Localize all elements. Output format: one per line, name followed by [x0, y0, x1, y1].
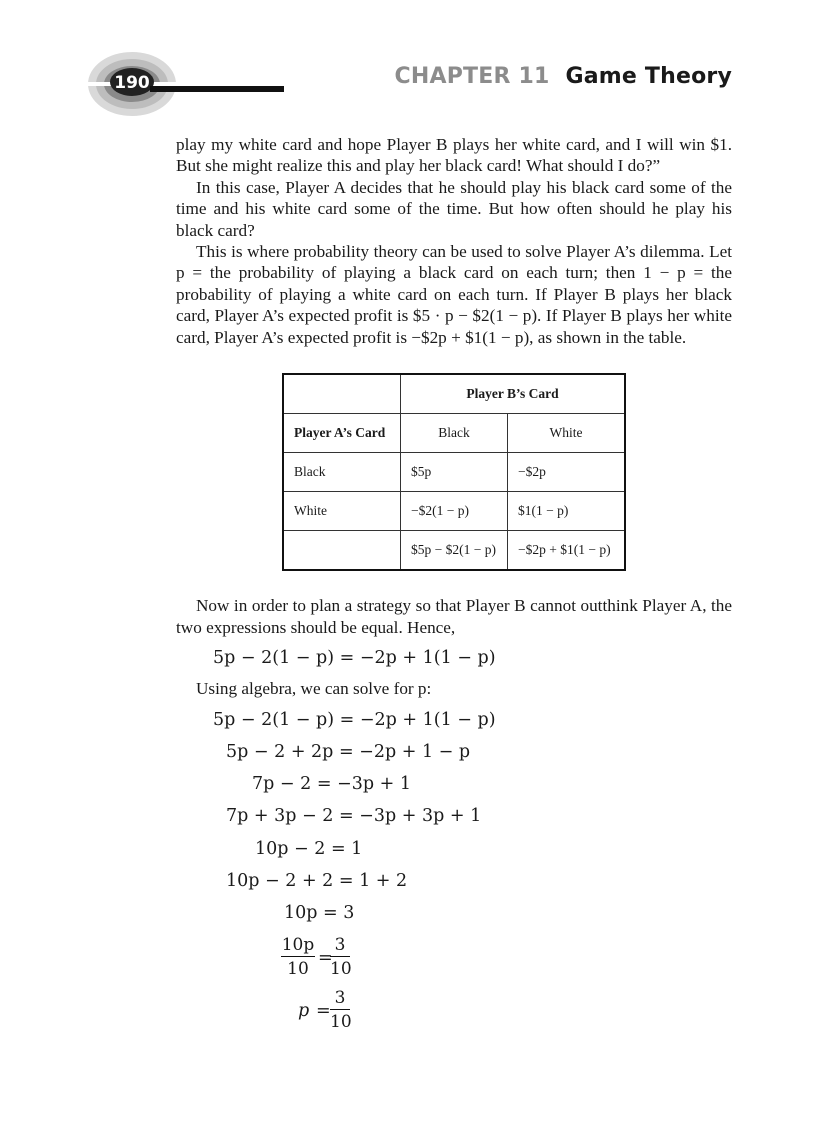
fraction-bar [281, 956, 315, 957]
equation-step-1: 5p − 2(1 − p) = −2p + 1(1 − p) [213, 710, 496, 730]
table-cell: −$2(1 − p) [401, 492, 508, 531]
table-cell: −$2p + $1(1 − p) [508, 531, 626, 571]
player-b-header: Player B’s Card [401, 374, 626, 414]
chapter-title: Game Theory [565, 64, 732, 89]
fraction-denominator: 10 [330, 1012, 352, 1032]
row-label [283, 531, 401, 571]
player-a-header: Player A’s Card [283, 414, 401, 453]
fraction-result [330, 988, 350, 1032]
fraction-bar [330, 956, 350, 957]
table-cell: $5p [401, 453, 508, 492]
fraction-denominator: 10 [330, 959, 352, 979]
table-cell: $1(1 − p) [508, 492, 626, 531]
fraction-denominator: 10 [287, 959, 309, 979]
equation-step-3: 7p − 2 = −3p + 1 [252, 774, 411, 794]
body-text [176, 134, 732, 348]
table-row [283, 453, 625, 492]
equation-step-6: 10p − 2 + 2 = 1 + 2 [226, 871, 408, 891]
table-row [283, 492, 625, 531]
equals-sign: = [316, 1001, 331, 1021]
page-number: 190 [114, 73, 150, 93]
equation-step-5: 10p − 2 = 1 [255, 839, 363, 859]
equals-sign: = [318, 948, 333, 968]
equation-step-4: 7p + 3p − 2 = −3p + 3p + 1 [226, 806, 482, 826]
paragraph-2: In this case, Player A decides that he should play his black card some of the time and his white card some of the time. But how often should he play his black card? [176, 177, 732, 240]
header-rule [150, 86, 284, 92]
fraction-numerator: 3 [334, 935, 346, 955]
row-label: White [283, 492, 401, 531]
page-number-badge [86, 48, 186, 118]
table-cell [283, 374, 401, 414]
equation-step-7: 10p = 3 [284, 903, 355, 923]
column-header-white: White [508, 414, 626, 453]
column-header-black: Black [401, 414, 508, 453]
fraction-numerator: 10p [281, 935, 315, 955]
payoff-table [282, 373, 626, 571]
chapter-label: CHAPTER 11 [394, 64, 550, 89]
paragraph-5: Using algebra, we can solve for p: [196, 679, 432, 698]
chapter-heading [395, 64, 732, 89]
paragraph-5-wrap [176, 678, 732, 700]
table-row [283, 414, 625, 453]
fraction-rhs [330, 935, 350, 979]
equation-setup: 5p − 2(1 − p) = −2p + 1(1 − p) [213, 648, 496, 668]
variable-p: p [298, 1001, 310, 1021]
table-cell: −$2p [508, 453, 626, 492]
paragraph-1: play my white card and hope Player B plays her white card, and I will win $1. But she might realize this and play her black card! What should I do?” [176, 135, 732, 176]
fraction-numerator: 3 [334, 988, 346, 1008]
row-label: Black [283, 453, 401, 492]
equation-step-2: 5p − 2 + 2p = −2p + 1 − p [226, 742, 471, 762]
post-table-text [176, 595, 732, 639]
table-row [283, 374, 625, 414]
paragraph-4: Now in order to plan a strategy so that Player B cannot outthink Player A, the two expressions should be equal. Hence, [176, 596, 732, 637]
paragraph-3: This is where probability theory can be used to solve Player A’s dilemma. Let p = the probability of playing a black card on each turn; then 1 − p = the probability of playing a white card on each turn. If Player B plays her black card, Player A’s expected profit is $5 · p − $2(1 − p). If Player B plays her white card, Player A’s expected profit is −$2p + $1(1 − p), as shown in the table. [176, 242, 732, 347]
fraction-lhs [281, 935, 315, 979]
table-row [283, 531, 625, 571]
fraction-bar [330, 1009, 350, 1010]
table-cell: $5p − $2(1 − p) [401, 531, 508, 571]
